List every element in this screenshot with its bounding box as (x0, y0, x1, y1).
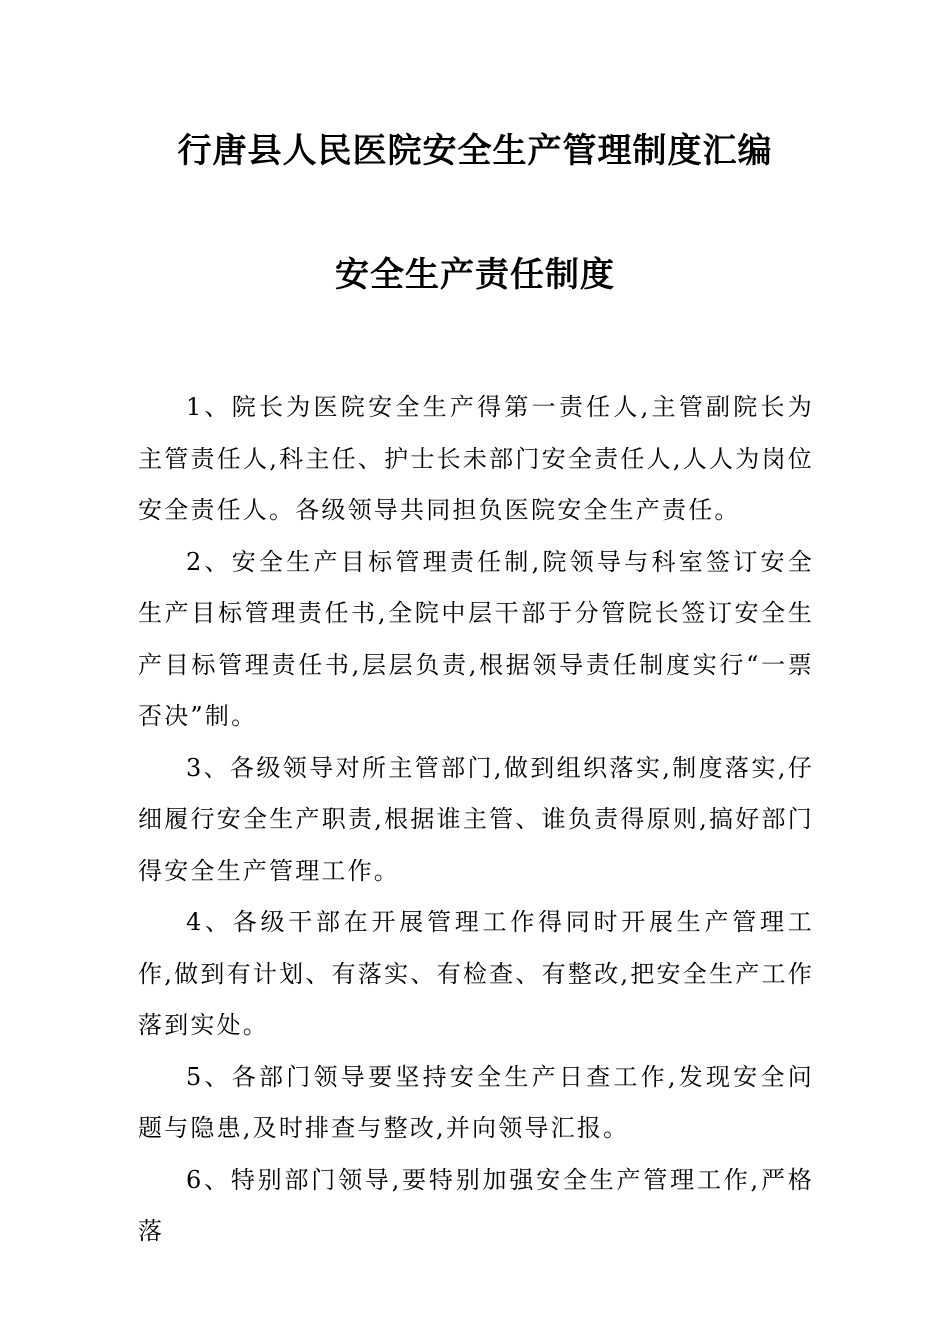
paragraph-5: 5、各部门领导要坚持安全生产日查工作,发现安全问题与隐患,及时排查与整改,并向领导汇报。 (138, 1062, 814, 1142)
section-title: 安全生产责任制度 (335, 255, 615, 295)
paragraph-1: 1、院长为医院安全生产得第一责任人,主管副院长为主管责任人,科主任、护士长未部门安全责任人,人人为岗位安全责任人。各级领导共同担负医院安全生产责任。 (138, 393, 814, 524)
paragraph-3: 3、各级领导对所主管部门,做到组织落实,制度落实,仔细履行安全生产职责,根据谁主管、谁负责得原则,搞好部门得安全生产管理工作。 (138, 753, 814, 885)
document-body (138, 382, 814, 1258)
document-title: 行唐县人民医院安全生产管理制度汇编 (177, 131, 773, 171)
paragraph-6: 6、特别部门领导,要特别加强安全生产管理工作,严格落 (138, 1165, 814, 1245)
paragraph-2: 2、安全生产目标管理责任制,院领导与科室签订安全生产目标管理责任书,全院中层干部于分管院长签订安全生产目标管理责任书,层层负责,根据领导责任制度实行“一票否决”制。 (138, 547, 814, 730)
paragraph-4: 4、各级干部在开展管理工作得同时开展生产管理工作,做到有计划、有落实、有检查、有整改,把安全生产工作落到实处。 (138, 908, 814, 1039)
